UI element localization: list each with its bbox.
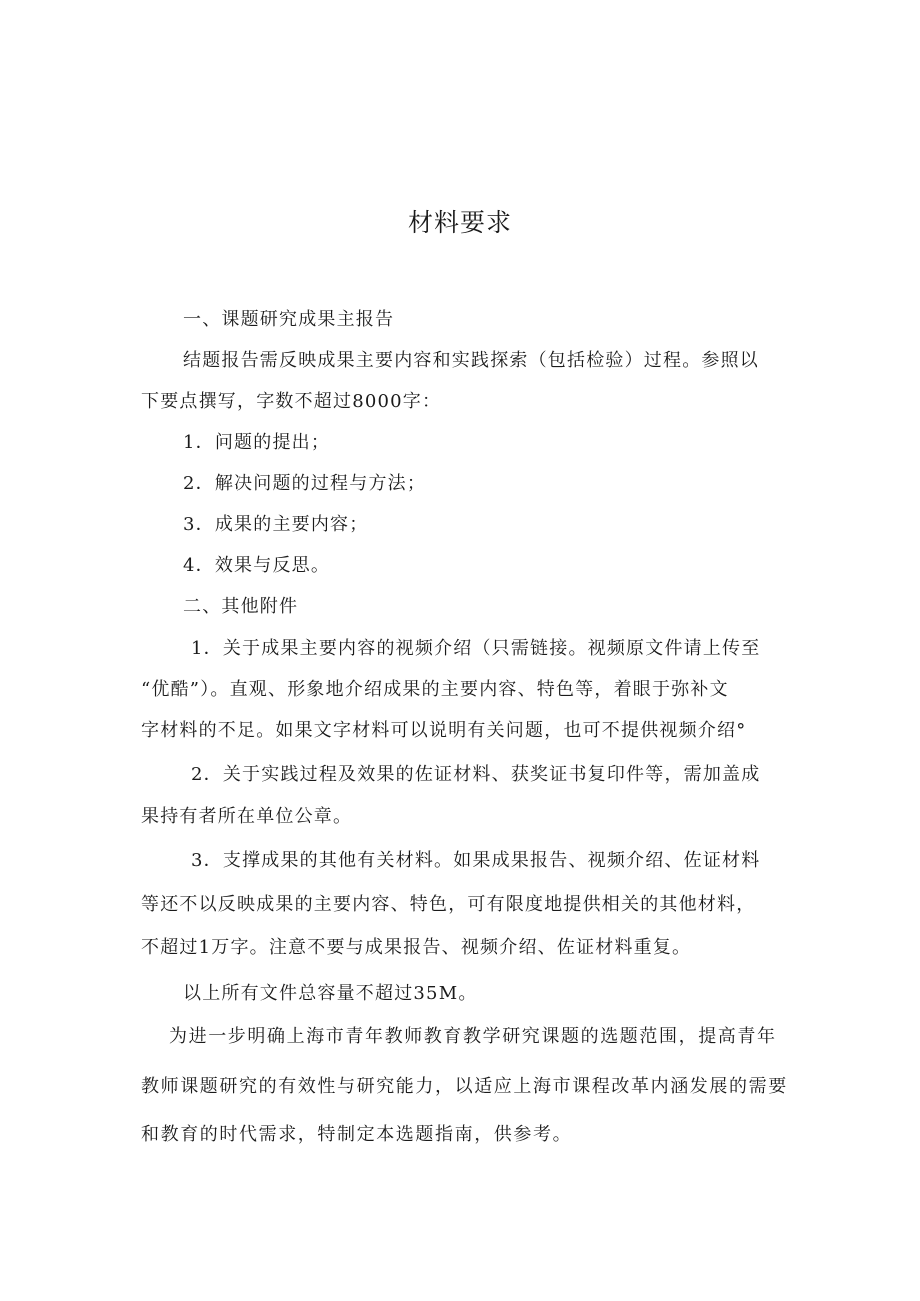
paragraph-line: 下要点撰写，字数不超过8000字： xyxy=(141,391,442,412)
paragraph-line: 教师课题研究的有效性与研究能力，以适应上海市课程改革内涵发展的需要 xyxy=(141,1076,788,1097)
list-item: 1．问题的提出； xyxy=(183,432,331,453)
paragraph-line: 3．支撑成果的其他有关材料。如果成果报告、视频介绍、佐证材料 xyxy=(191,850,761,871)
paragraph-line: 以上所有文件总容量不超过35M。 xyxy=(183,983,478,1004)
list-item: 4．效果与反思。 xyxy=(183,555,331,576)
page-title: 材料要求 xyxy=(407,208,512,237)
paragraph-line: 不超过1万字。注意不要与成果报告、视频介绍、佐证材料重复。 xyxy=(141,937,692,958)
section-heading-attachments: 二、其他附件 xyxy=(183,596,299,617)
paragraph-line: 和教育的时代需求，特制定本选题指南，供参考。 xyxy=(141,1124,573,1145)
list-item: 3．成果的主要内容； xyxy=(183,514,369,535)
paragraph-line: 2．关于实践过程及效果的佐证材料、获奖证书复印件等，需加盖成 xyxy=(191,764,761,785)
paragraph-line: “优酷”）。直观、形象地介绍成果的主要内容、特色等，着眼于弥补文 xyxy=(141,679,729,700)
paragraph-line: 等还不以反映成果的主要内容、特色，可有限度地提供相关的其他材料， xyxy=(141,894,756,915)
paragraph-line: 为进一步明确上海市青年教师教育教学研究课题的选题范围，提高青年 xyxy=(169,1026,777,1047)
paragraph-line: 1．关于成果主要内容的视频介绍（只需链接。视频原文件请上传至 xyxy=(191,638,761,659)
list-item: 2．解决问题的过程与方法； xyxy=(183,473,427,494)
paragraph-line: 字材料的不足。如果文字材料可以说明有关问题，也可不提供视频介绍° xyxy=(141,720,747,741)
section-heading-main-report: 一、课题研究成果主报告 xyxy=(183,309,395,330)
paragraph-line: 果持有者所在单位公章。 xyxy=(141,806,353,827)
paragraph-line: 结题报告需反映成果主要内容和实践探索（包括检验）过程。参照以 xyxy=(183,350,759,371)
